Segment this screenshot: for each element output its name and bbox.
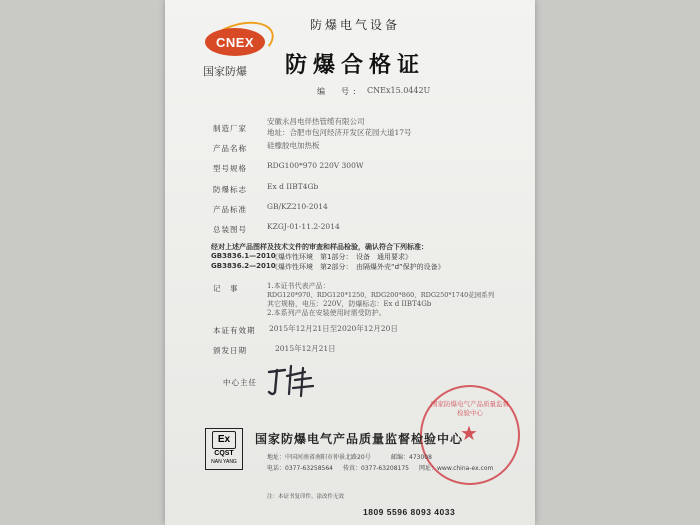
- director-label: 中心主任: [223, 378, 257, 387]
- standard-code-2: GB3836.2—2010: [211, 262, 276, 270]
- manufacturer-label: 制造厂家: [213, 124, 247, 133]
- conformity-intro: 经对上述产品图样及技术文件的审查和样品检验，确认符合下列标准：: [211, 243, 428, 251]
- issuer-website: 网址：www.china-ex.com: [419, 465, 494, 472]
- issuer-address: 地址：中国河南省南阳市仲景北路20号: [267, 454, 371, 461]
- issue-date-value: 2015年12月21日: [275, 344, 336, 353]
- issuer-note: 注：本证书复印件、涂改件无效: [267, 494, 345, 500]
- ex-mark-label: 防爆标志: [213, 185, 247, 194]
- manufacturer-address: 地址：合肥市包河经济开发区花园大道17号: [267, 128, 412, 137]
- remark-line-4: 2.本系列产品在安装使用时需受防护。: [267, 309, 386, 317]
- standard-text-2: 《爆炸性环境 第2部分： 由隔爆外壳“d”保护的设备》: [271, 263, 445, 271]
- issuer-fax: 传真：0377-63208175: [343, 465, 409, 472]
- ex-mark-value: Ex d IIBT4Gb: [267, 182, 319, 191]
- certificate-number-label: 编 号:: [317, 87, 360, 96]
- validity-label: 本证有效期: [213, 326, 256, 335]
- director-signature: [265, 358, 335, 398]
- standard-value: GB/KZ210-2014: [267, 202, 328, 211]
- standard-text-1: 《爆炸性环境 第1部分： 设备 通用要求》: [271, 253, 412, 261]
- cqst-name: CQST: [214, 450, 234, 457]
- standard-code-1: GB3836.1—2010: [211, 252, 276, 260]
- seal-text: 国家防爆电气产品质量监督检验中心: [431, 400, 509, 417]
- drawing-label: 总装图号: [213, 225, 247, 234]
- issuer-phone: 电话：0377-63258564: [267, 465, 333, 472]
- issuer-postcode: 邮编：473008: [391, 454, 432, 461]
- product-name-label: 产品名称: [213, 144, 247, 153]
- certificate-sheet: [165, 0, 535, 525]
- remark-line-1: 1.本证书代表产品：: [267, 282, 330, 290]
- remark-line-2: RDG120*970、RDG120*1250、RDG200*860、RDG250*1740花园系列: [267, 291, 495, 299]
- seal-star-icon: ★: [460, 421, 478, 445]
- issue-date-label: 颁发日期: [213, 346, 247, 355]
- certificate-number: CNEx15.0442U: [367, 86, 431, 95]
- logo-brand: CNEX: [215, 34, 255, 50]
- remarks-label: 记 事: [213, 284, 239, 293]
- standard-label: 产品标准: [213, 205, 247, 214]
- model-label: 型号规格: [213, 164, 247, 173]
- cqst-sub: NAN YANG: [211, 459, 237, 465]
- cqst-ex-mark: Ex: [212, 431, 236, 449]
- hotline-number: 1809 5596 8093 4033: [363, 507, 456, 517]
- logo-subtitle: 国家防爆: [203, 65, 247, 78]
- certificate-title: 防爆合格证: [285, 53, 426, 78]
- model-value: RDG100*970 220V 300W: [267, 161, 364, 170]
- cnex-logo: [205, 28, 265, 56]
- product-name-value: 硅橡胶电加热板: [267, 141, 320, 150]
- remark-line-3: 其它规格，电压：220V，防爆标志：Ex d IIBT4Gb: [267, 300, 432, 308]
- validity-value: 2015年12月21日至2020年12月20日: [269, 324, 398, 333]
- certificate-heading: 防爆电气设备: [310, 18, 401, 32]
- cqst-logo: [205, 428, 243, 470]
- issuing-center-name: 国家防爆电气产品质量监督检验中心: [255, 432, 464, 446]
- manufacturer-value: 安徽永昌电伴热管缆有限公司: [267, 117, 365, 126]
- drawing-value: KZGJ-01-11.2-2014: [267, 222, 340, 231]
